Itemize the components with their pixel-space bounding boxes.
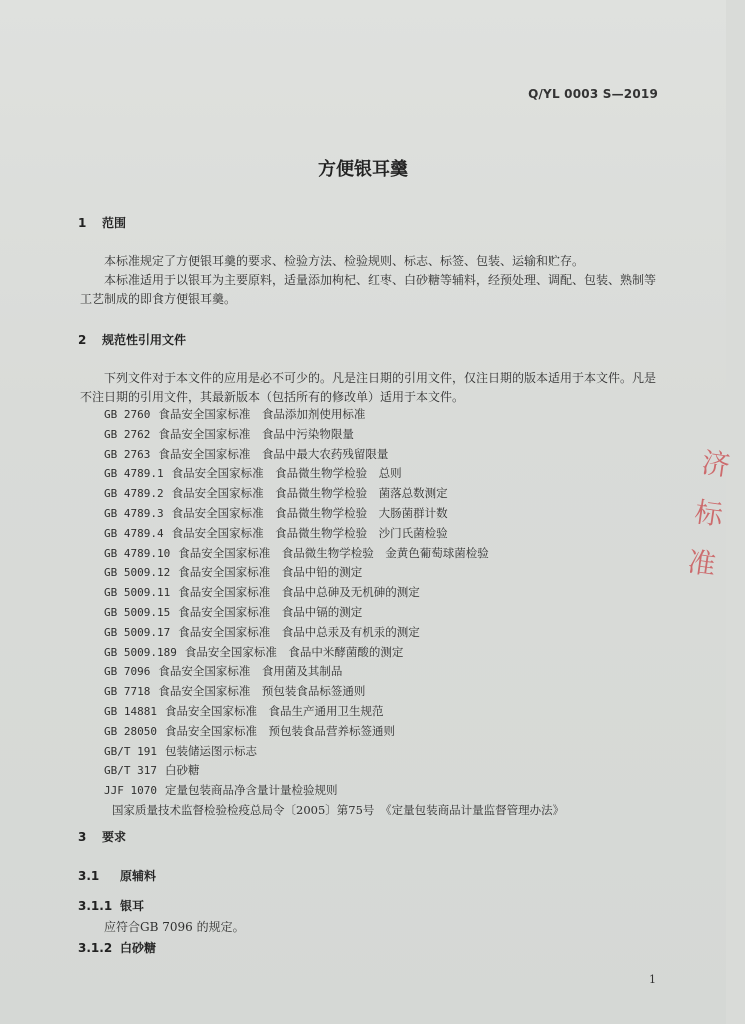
reference-code: GB 7096 bbox=[104, 665, 151, 679]
reference-item bbox=[104, 583, 564, 603]
reference-title: 食品安全国家标准 食品微生物学检验 总则 bbox=[171, 466, 402, 481]
reference-title: 食品安全国家标准 食品微生物学检验 菌落总数测定 bbox=[171, 486, 448, 501]
section-title: 范围 bbox=[102, 216, 127, 230]
reference-item bbox=[104, 405, 564, 425]
reference-code: GB/T 191 bbox=[104, 744, 157, 758]
reference-item bbox=[104, 781, 564, 801]
reference-item bbox=[104, 504, 564, 524]
reference-code: GB 4789.1 bbox=[104, 467, 164, 481]
item-title: 银耳 bbox=[120, 899, 145, 913]
section-number: 1 bbox=[78, 216, 87, 230]
section-number: 2 bbox=[78, 333, 87, 347]
subsection-raw-materials-heading bbox=[78, 867, 156, 884]
scope-text bbox=[80, 252, 660, 309]
reference-item bbox=[104, 761, 564, 781]
reference-code: GB 5009.189 bbox=[104, 645, 177, 659]
reference-item bbox=[104, 425, 564, 445]
reference-code: GB 4789.10 bbox=[104, 546, 171, 560]
reference-title: 白砂糖 bbox=[164, 763, 200, 778]
item-number: 3.1.2 bbox=[78, 941, 113, 955]
reference-title: 食品安全国家标准 食品中铅的测定 bbox=[178, 565, 363, 580]
reference-item bbox=[104, 445, 564, 465]
reference-title: 食品安全国家标准 食品微生物学检验 沙门氏菌检验 bbox=[171, 525, 448, 540]
reference-code: GB 5009.11 bbox=[104, 586, 171, 600]
section-requirements-heading bbox=[78, 828, 126, 845]
reference-code: JJF 1070 bbox=[104, 784, 157, 798]
red-seal-stamp: 济 标 准 bbox=[685, 445, 732, 582]
reference-title: 国家质量技术监督检验检疫总局令〔2005〕第75号 《定量包装商品计量监督管理办法》 bbox=[112, 802, 565, 817]
reference-code: GB 5009.12 bbox=[104, 566, 171, 580]
reference-item bbox=[104, 643, 564, 663]
reference-code: GB 4789.2 bbox=[104, 487, 164, 501]
reference-item bbox=[104, 702, 564, 722]
references-intro-text: 下列文件对于本文件的应用是必不可少的。凡是注日期的引用文件，仅注日期的版本适用于本文件。凡是不注日期的引用文件，其最新版本（包括所有的修改单）适用于本文件。 bbox=[80, 371, 657, 404]
reference-item bbox=[104, 464, 564, 484]
item-title: 白砂糖 bbox=[120, 941, 157, 955]
reference-code: GB 5009.17 bbox=[104, 625, 171, 639]
reference-title: 食品安全国家标准 食品中总汞及有机汞的测定 bbox=[178, 624, 420, 639]
reference-code: GB 2763 bbox=[104, 447, 151, 461]
reference-title: 食品安全国家标准 食用菌及其制品 bbox=[158, 664, 343, 679]
reference-title: 定量包装商品净含量计量检验规则 bbox=[164, 783, 338, 798]
reference-title: 食品安全国家标准 预包装食品标签通则 bbox=[158, 684, 366, 699]
section-scope-heading bbox=[78, 214, 126, 231]
reference-item bbox=[104, 742, 564, 762]
reference-code: GB 2760 bbox=[104, 408, 151, 421]
reference-code: GB 7718 bbox=[104, 685, 151, 699]
document-title: 方便银耳羹 bbox=[318, 159, 408, 180]
section-number: 3 bbox=[78, 830, 87, 844]
reference-title: 食品安全国家标准 食品中镉的测定 bbox=[178, 604, 363, 619]
section-title: 要求 bbox=[102, 830, 127, 844]
reference-code: GB/T 317 bbox=[104, 764, 157, 778]
reference-title: 食品安全国家标准 预包装食品营养标签通则 bbox=[164, 723, 395, 738]
reference-title: 包装储运图示标志 bbox=[164, 743, 257, 758]
reference-item bbox=[104, 722, 564, 742]
reference-item bbox=[104, 603, 564, 623]
item-sugar-heading bbox=[78, 939, 156, 956]
reference-item bbox=[104, 484, 564, 504]
reference-item bbox=[104, 544, 564, 564]
reference-item bbox=[104, 623, 564, 643]
reference-title: 食品安全国家标准 食品中最大农药残留限量 bbox=[158, 446, 389, 461]
reference-code: GB 5009.15 bbox=[104, 605, 171, 619]
subsection-number: 3.1 bbox=[78, 869, 100, 883]
reference-code: GB 2762 bbox=[104, 427, 151, 441]
reference-title: 食品安全国家标准 食品中污染物限量 bbox=[158, 426, 354, 441]
reference-code: GB 4789.4 bbox=[104, 526, 164, 540]
reference-title: 食品安全国家标准 食品添加剂使用标准 bbox=[158, 407, 366, 421]
scope-paragraph-1: 本标准规定了方便银耳羹的要求、检验方法、检验规则、标志、标签、包装、运输和贮存。 bbox=[104, 254, 585, 268]
reference-title: 食品安全国家标准 食品微生物学检验 大肠菌群计数 bbox=[171, 505, 448, 520]
reference-item bbox=[104, 682, 564, 702]
document-code: Q/YL 0003 S—2019 bbox=[528, 87, 658, 101]
reference-title: 食品安全国家标准 食品生产通用卫生规范 bbox=[164, 703, 384, 718]
subsection-title: 原辅料 bbox=[120, 869, 157, 883]
reference-title: 食品安全国家标准 食品中米酵菌酸的测定 bbox=[184, 644, 404, 659]
section-title: 规范性引用文件 bbox=[102, 333, 187, 347]
item-number: 3.1.1 bbox=[78, 899, 113, 913]
reference-item bbox=[104, 801, 564, 821]
reference-code: GB 4789.3 bbox=[104, 506, 164, 520]
tremella-requirement-text: 应符合GB 7096 的规定。 bbox=[104, 920, 245, 934]
page-number: 1 bbox=[649, 973, 656, 986]
reference-item bbox=[104, 563, 564, 583]
reference-list bbox=[104, 405, 564, 821]
reference-code: GB 28050 bbox=[104, 724, 157, 738]
item-tremella-heading bbox=[78, 897, 144, 914]
reference-title: 食品安全国家标准 食品微生物学检验 金黄色葡萄球菌检验 bbox=[178, 545, 489, 560]
reference-title: 食品安全国家标准 食品中总砷及无机砷的测定 bbox=[178, 585, 420, 600]
reference-item bbox=[104, 524, 564, 544]
references-intro bbox=[80, 369, 660, 407]
section-references-heading bbox=[78, 331, 186, 348]
reference-code: GB 14881 bbox=[104, 704, 157, 718]
reference-item bbox=[104, 662, 564, 682]
scope-paragraph-2: 本标准适用于以银耳为主要原料，适量添加枸杞、红枣、白砂糖等辅料，经预处理、调配、包装、熟制等工艺制成的即食方便银耳羹。 bbox=[80, 273, 657, 306]
